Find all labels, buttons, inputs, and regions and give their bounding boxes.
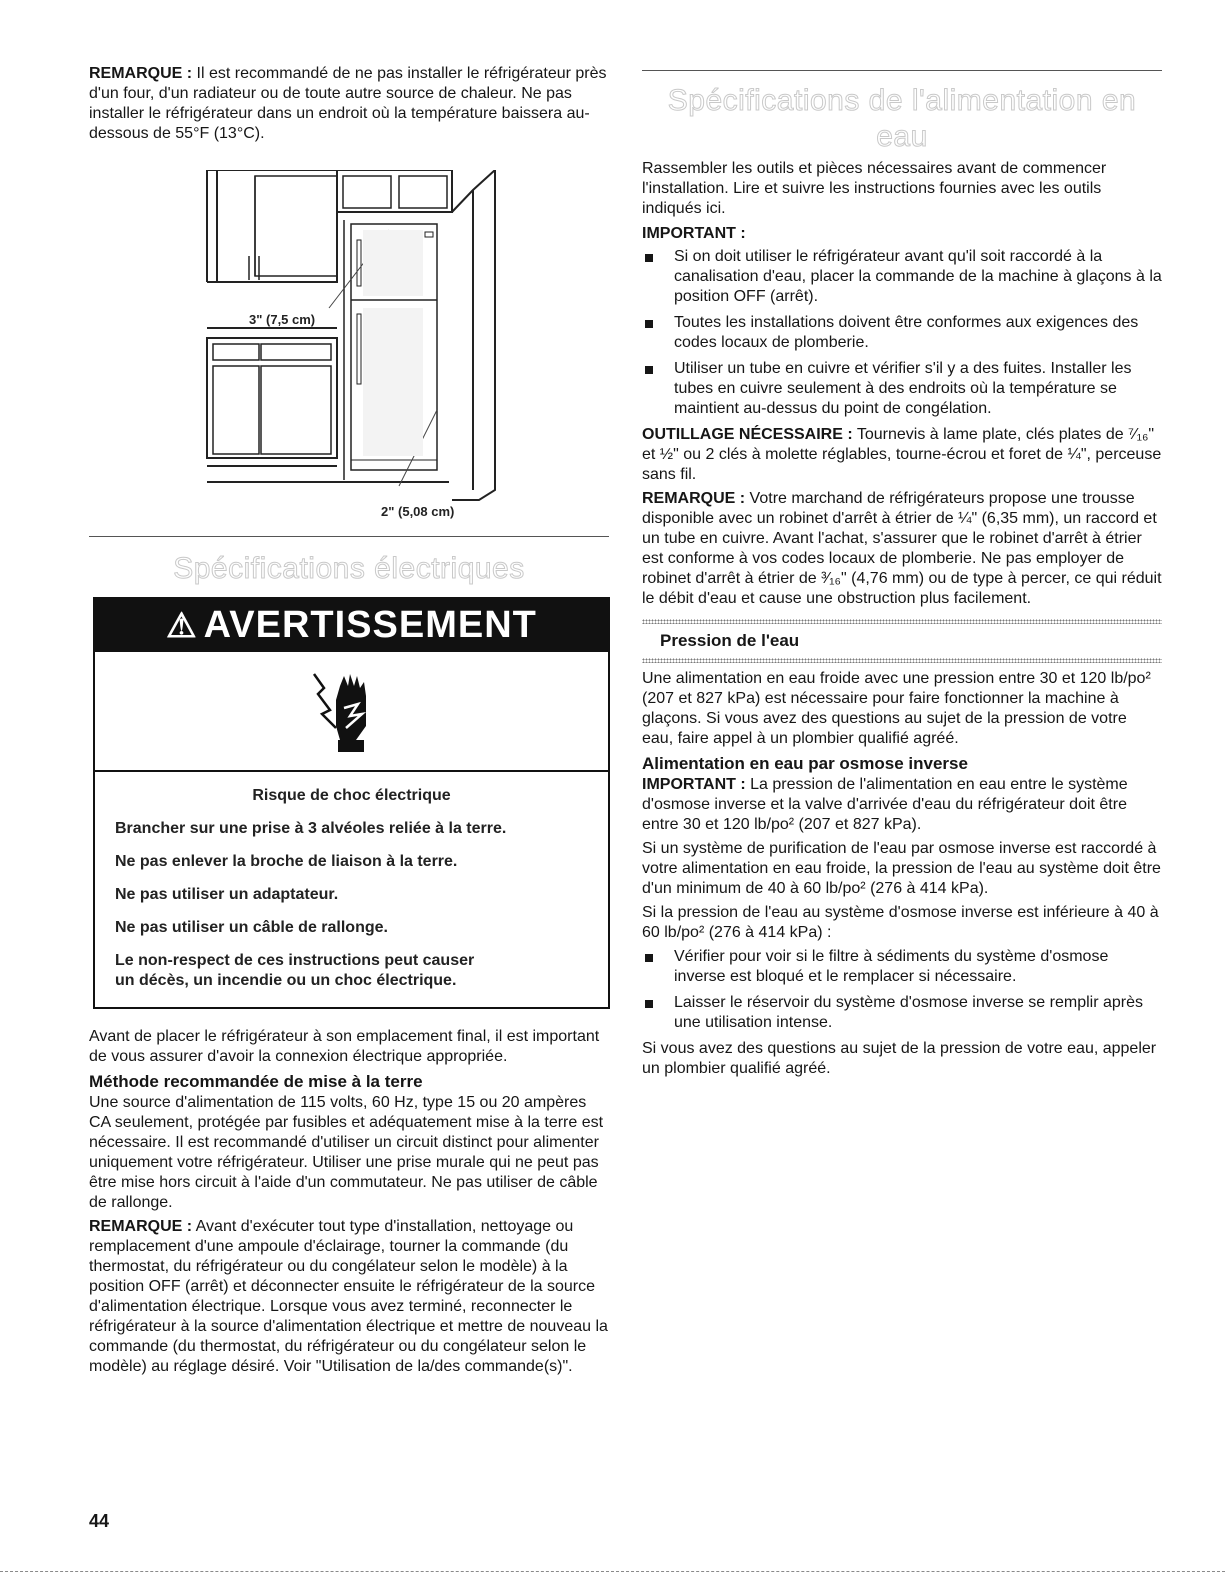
warning-triangle-icon: ⚠ bbox=[166, 607, 198, 645]
list-item-text: Vérifier pour voir si le filtre à sédiments du système d'osmose inverse est bloqué et le remplacer si nécessaire. bbox=[674, 948, 1109, 985]
list-item-text: Utiliser un tube en cuivre et vérifier s'il y a des fuites. Installer les tubes en cuivre seulement à des endroits où la température se maintient au-dessus du point de congélation. bbox=[674, 360, 1132, 417]
tools-label: OUTILLAGE NÉCESSAIRE : bbox=[642, 426, 853, 443]
intro-note bbox=[89, 64, 609, 144]
osmosis-paragraph-3: Si la pression de l'eau au système d'osmose inverse est inférieure à 40 à 60 lb/po² (276 à 414 kPa) : bbox=[642, 904, 1159, 941]
dotted-divider bbox=[642, 658, 1162, 663]
bullet-icon bbox=[645, 366, 653, 374]
electrical-specs-heading: Spécifications électriques bbox=[173, 552, 525, 585]
refrigerator-clearance-diagram bbox=[89, 170, 609, 530]
page-bottom-edge bbox=[0, 1571, 1225, 1572]
kit-note-label: REMARQUE : bbox=[642, 490, 746, 507]
warning-icon-area bbox=[95, 652, 608, 772]
list-item bbox=[642, 359, 1162, 419]
bullet-icon bbox=[645, 954, 653, 962]
page-number: 44 bbox=[89, 1511, 110, 1531]
reverse-osmosis-heading: Alimentation en eau par osmose inverse bbox=[642, 754, 968, 773]
list-item-text: Si on doit utiliser le réfrigérateur avant qu'il soit raccordé à la canalisation d'eau, placer la commande de la machine à glaçons à la position OFF (arrêt). bbox=[674, 248, 1162, 305]
osmosis-important bbox=[642, 775, 1162, 835]
osmosis-important-label: IMPORTANT : bbox=[642, 776, 746, 793]
kit-note-text: Votre marchand de réfrigérateurs propose une trousse disponible avec un robinet d'arrêt à étrier de ¼" (6,35 mm), un raccord et un tube en cuivre. Avant l'achat, s'assurer que le robinet d'arrêt à étrier est conforme à vos codes locaux de plomberie. Ne pas employer de robinet d'arrêt à étrier de ³⁄₁₆" (4,76 mm) ou de type à percer, ce qui réduit le débit d'eau et cause une obstruction plus facilement. bbox=[642, 490, 1162, 607]
kit-note bbox=[642, 489, 1162, 609]
warning-line-1: Brancher sur une prise à 3 alvéoles reliée à la terre. bbox=[115, 820, 507, 837]
bullet-icon bbox=[645, 1000, 653, 1008]
bullet-icon bbox=[645, 254, 653, 262]
water-section-divider bbox=[642, 70, 1162, 71]
warning-title bbox=[95, 599, 608, 652]
dotted-divider bbox=[642, 619, 1162, 624]
list-item bbox=[642, 247, 1162, 307]
list-item bbox=[642, 947, 1162, 987]
osmosis-list bbox=[642, 947, 1162, 1033]
list-item-text: Laisser le réservoir du système d'osmose inverse se remplir après une utilisation intense. bbox=[674, 994, 1144, 1031]
section-divider bbox=[89, 536, 609, 537]
warning-box bbox=[93, 597, 610, 1009]
warning-line-5a: Le non-respect de ces instructions peut causer bbox=[115, 952, 475, 969]
list-item-text: Toutes les installations doivent être conformes aux exigences des codes locaux de plomberie. bbox=[674, 314, 1139, 351]
warning-text bbox=[95, 772, 608, 1007]
tools-text: Tournevis à lame plate, clés plates de ⁷⁄₁₆" et ½" ou 2 clés à molette réglables, tourne-écrou et foret de ¼", perceuse sans fil. bbox=[642, 426, 1162, 483]
osmosis-paragraph-2: Si un système de purification de l'eau par osmose inverse est raccordé à votre alimentation en eau froide, la pression de l'eau au système doit être d'un minimum de 40 à 60 lb/po² (276 à 414 kPa). bbox=[642, 840, 1161, 897]
water-intro: Rassembler les outils et pièces nécessaires avant de commencer l'installation. Lire et suivre les instructions fournies avec les outils indiqués ici. bbox=[642, 160, 1107, 217]
water-pressure-text: Une alimentation en eau froide avec une pression entre 30 et 120 lb/po² (207 et 827 kPa) est nécessaire pour faire fonctionner la machine à glaçons. Si vous avez des questions au sujet de la pression de votre eau, faire appel à un plombier qualifié agréé. bbox=[642, 670, 1151, 747]
electric-shock-hazard-icon bbox=[310, 666, 390, 756]
warning-heading: Risque de choc électrique bbox=[252, 787, 451, 804]
tools-paragraph bbox=[642, 425, 1162, 485]
warning-line-4: Ne pas utiliser un câble de rallonge. bbox=[115, 919, 388, 936]
intro-note-label: REMARQUE : bbox=[89, 65, 193, 82]
left-column bbox=[89, 64, 609, 1377]
closing-paragraph: Si vous avez des questions au sujet de la pression de votre eau, appeler un plombier qualifié agréé. bbox=[642, 1040, 1157, 1077]
top-clearance-label: 3" (7,5 cm) bbox=[249, 312, 316, 327]
warning-title-text: AVERTISSEMENT bbox=[203, 604, 537, 646]
water-specs-heading: Spécifications de l'alimentation en eau bbox=[667, 84, 1137, 153]
grounding-method-text: Une source d'alimentation de 115 volts, 60 Hz, type 15 ou 20 ampères CA seulement, protégée par fusibles et adéquatement mise à la terre est nécessaire. Il est recommandé d'utiliser un circuit distinct pour alimenter uniquement votre réfrigérateur. Utiliser une prise murale qui ne peut pas être mise hors circuit à l'aide d'un commutateur. Ne pas utiliser de câble de rallonge. bbox=[89, 1094, 604, 1211]
warning-line-5b: un décès, un incendie ou un choc électrique. bbox=[115, 972, 457, 989]
right-column bbox=[642, 70, 1162, 1079]
important-label: IMPORTANT : bbox=[642, 225, 746, 242]
osmosis-important-text: La pression de l'alimentation en eau entre le système d'osmose inverse et la valve d'arrivée d'eau du réfrigérateur doit être entre 30 et 120 lb/po² (207 et 827 kPa). bbox=[642, 776, 1128, 833]
grounding-method-heading: Méthode recommandée de mise à la terre bbox=[89, 1072, 423, 1091]
warning-line-2: Ne pas enlever la broche de liaison à la terre. bbox=[115, 853, 458, 870]
bottom-clearance-label: 2" (5,08 cm) bbox=[381, 504, 455, 519]
cabinet-diagram-drawing bbox=[89, 170, 609, 530]
list-item bbox=[642, 313, 1162, 353]
power-note-label: REMARQUE : bbox=[89, 1218, 193, 1235]
warning-line-3: Ne pas utiliser un adaptateur. bbox=[115, 886, 339, 903]
intro-note-text: Il est recommandé de ne pas installer le réfrigérateur près d'un four, d'un radiateur ou de toute autre source de chaleur. Ne pas installer le réfrigérateur dans un endroit où la température baissera au-dessous de 55°F (13°C). bbox=[89, 65, 607, 142]
list-item bbox=[642, 993, 1162, 1033]
bullet-icon bbox=[645, 320, 653, 328]
power-note bbox=[89, 1217, 609, 1377]
connection-paragraph: Avant de placer le réfrigérateur à son emplacement final, il est important de vous assurer d'avoir la connexion électrique appropriée. bbox=[89, 1028, 600, 1065]
water-pressure-heading: Pression de l'eau bbox=[660, 631, 800, 650]
important-list bbox=[642, 247, 1162, 419]
power-note-text: Avant d'exécuter tout type d'installation, nettoyage ou remplacement d'une ampoule d'éclairage, tourner la commande (du thermostat, du réfrigérateur ou du congélateur selon le modèle) à la position OFF (arrêt) et déconnecter ensuite le réfrigérateur de la source d'alimentation électrique. Lorsque vous avez terminé, reconnecter le réfrigérateur à la source d'alimentation électrique et mettre de nouveau la commande (du thermostat, du réfrigérateur ou du congélateur selon le modèle) au réglage désiré. Voir "Utilisation de la/des commande(s)". bbox=[89, 1218, 608, 1375]
